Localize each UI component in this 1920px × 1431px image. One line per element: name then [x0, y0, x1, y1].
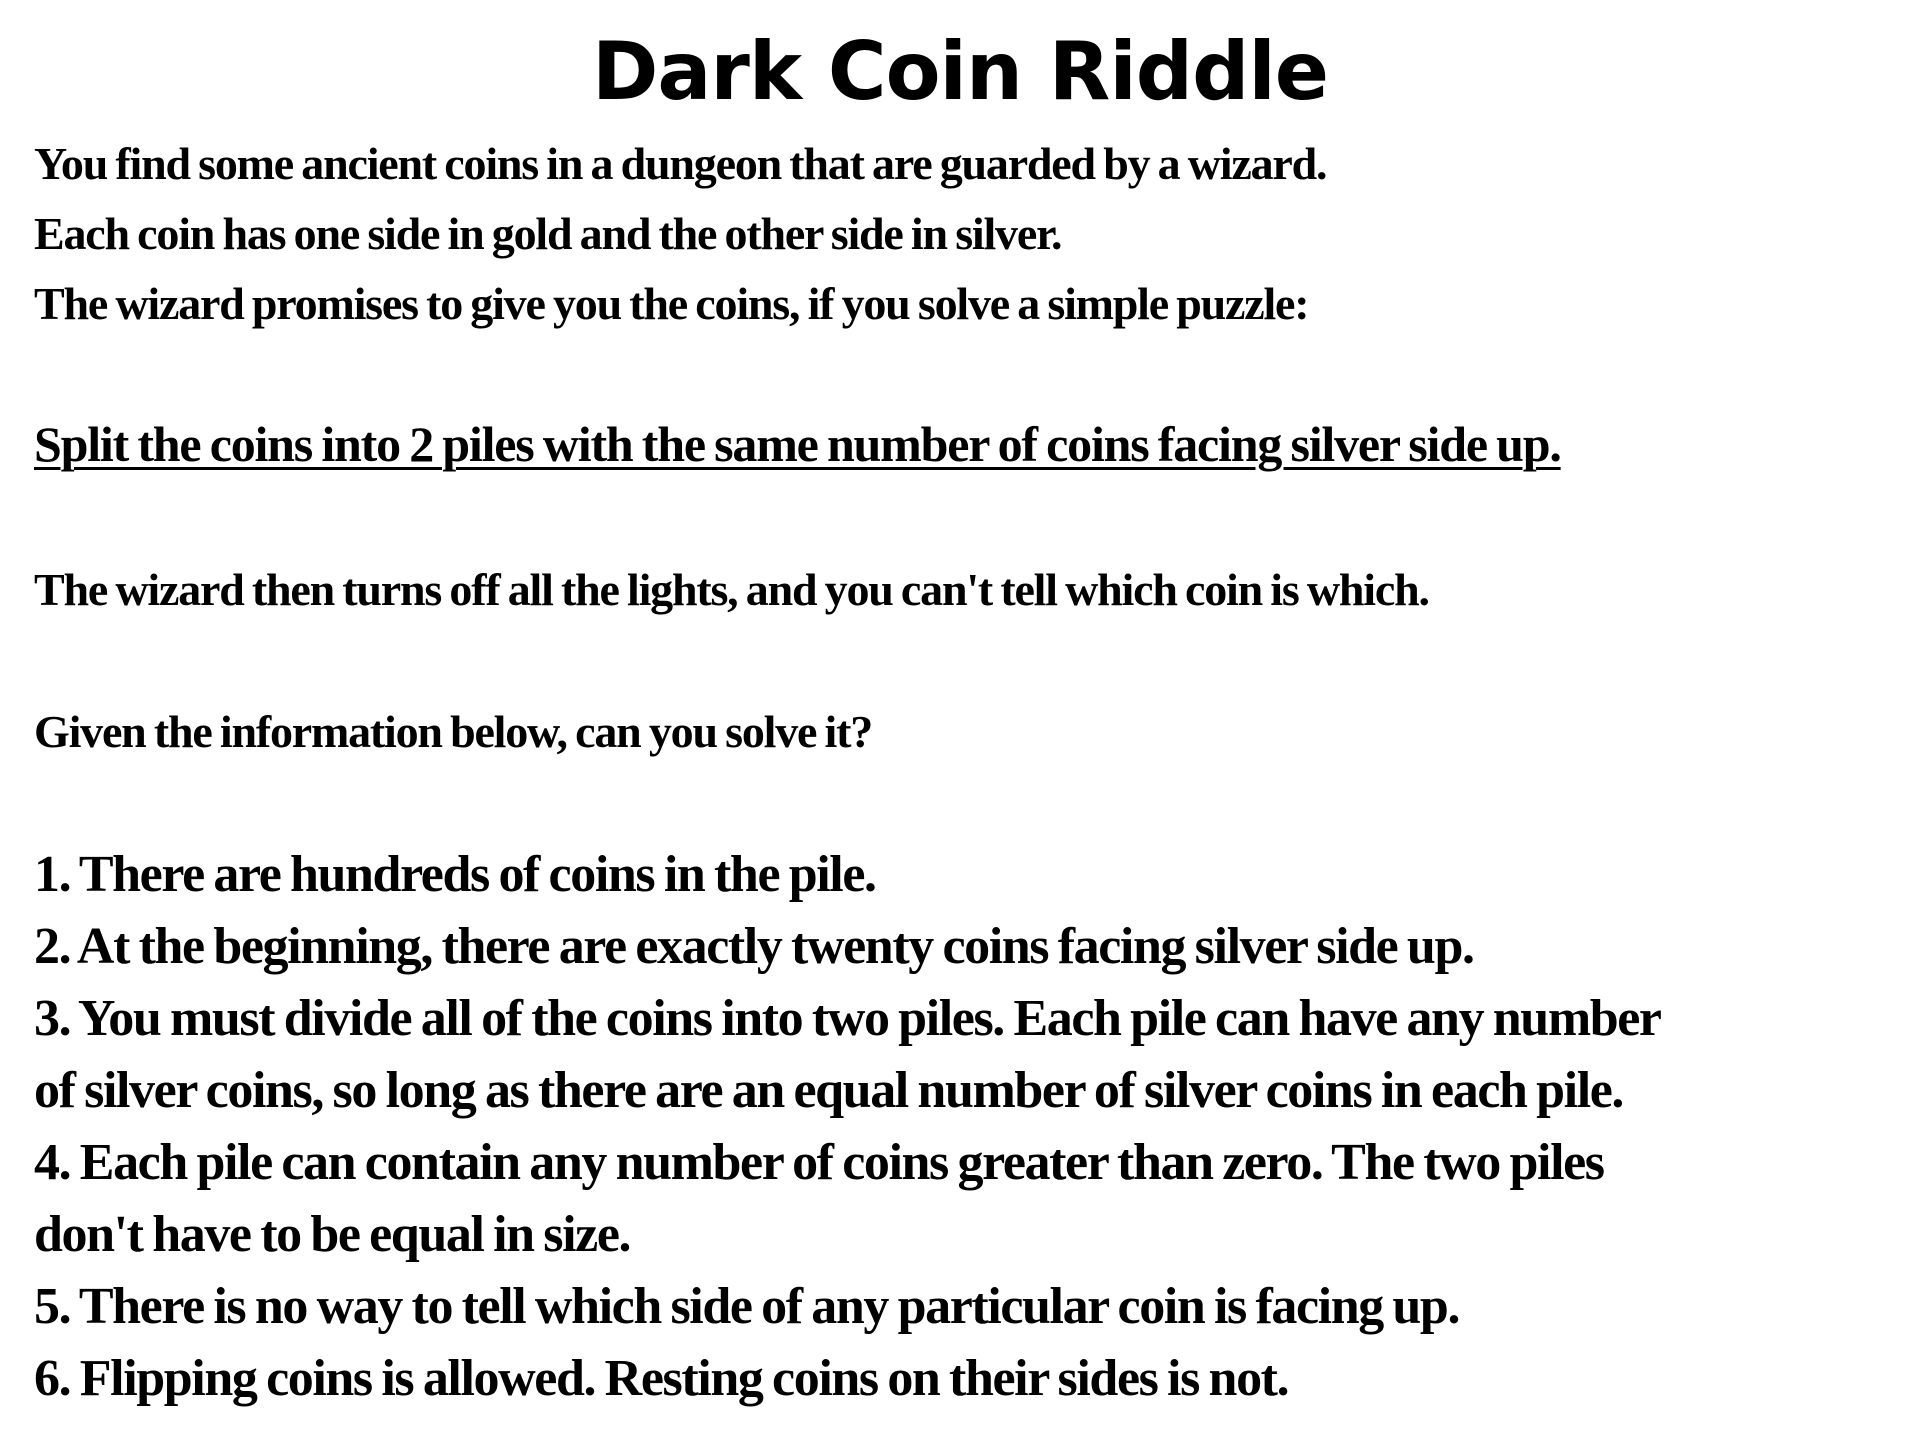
puzzle-rule: Split the coins into 2 piles with the same number of coins facing silver side up.	[34, 416, 1561, 472]
rule-item-1: 1. There are hundreds of coins in the pile.	[34, 846, 876, 903]
question-text: Given the information below, can you solve it?	[34, 706, 873, 757]
intro-line-3: The wizard promises to give you the coins, if you solve a simple puzzle:	[34, 278, 1309, 329]
rule-item-6: 6. Flipping coins is allowed. Resting coins on their sides is not.	[34, 1350, 1289, 1407]
page-title: Dark Coin Riddle	[591, 25, 1329, 118]
lights-text: The wizard then turns off all the lights, and you can't tell which coin is which.	[34, 564, 1429, 615]
rule-item-4-continued: don't have to be equal in size.	[34, 1206, 631, 1263]
rule-item-3: 3. You must divide all of the coins into two piles. Each pile can have any number	[34, 990, 1661, 1047]
intro-line-2: Each coin has one side in gold and the other side in silver.	[34, 208, 1062, 259]
rule-item-2: 2. At the beginning, there are exactly twenty coins facing silver side up.	[34, 918, 1474, 975]
rule-item-5: 5. There is no way to tell which side of any particular coin is facing up.	[34, 1278, 1460, 1335]
rule-item-4: 4. Each pile can contain any number of coins greater than zero. The two piles	[34, 1134, 1604, 1191]
rule-item-3-continued: of silver coins, so long as there are an equal number of silver coins in each pile.	[34, 1062, 1624, 1119]
intro-line-1: You find some ancient coins in a dungeon that are guarded by a wizard.	[34, 138, 1327, 189]
